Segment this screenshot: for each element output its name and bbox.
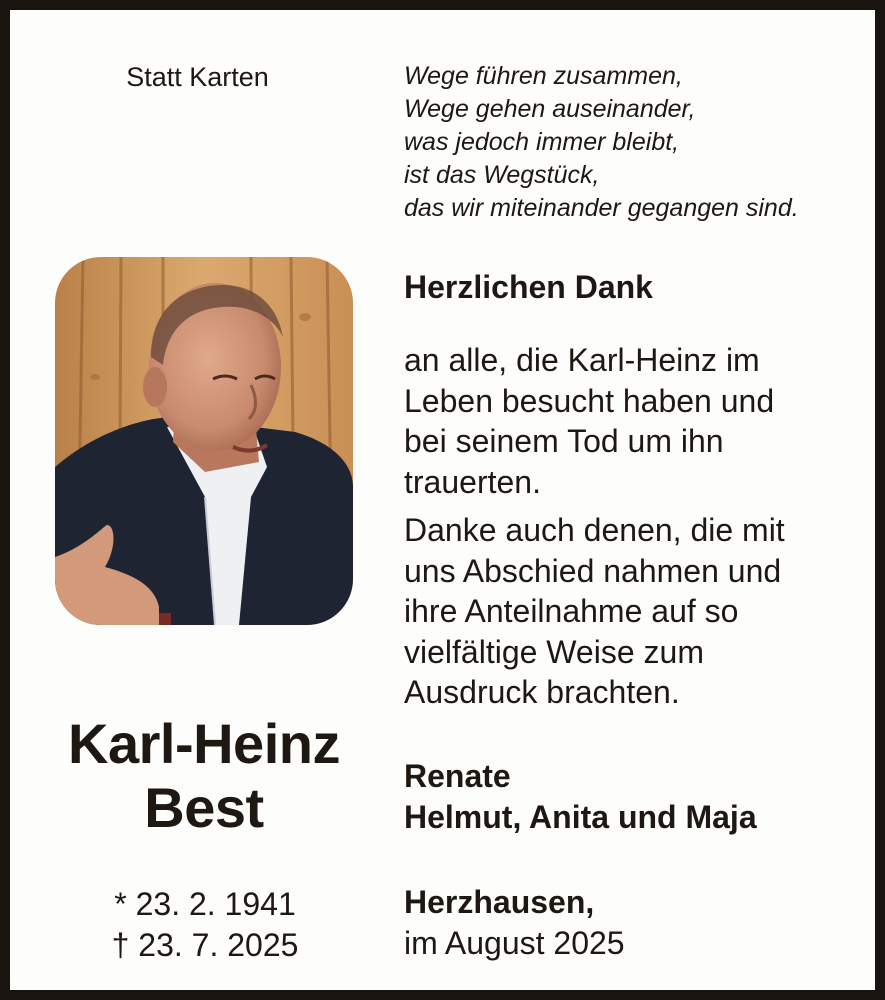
thanks-title: Herzlichen Dank [404,269,653,305]
statt-karten-label: Statt Karten [126,62,269,92]
text-line: uns Abschied nahmen und [404,552,782,589]
poem-line: ist das Wegstück, [404,161,600,189]
signer-line: Renate [404,758,511,794]
birth-date: * 23. 2. 1941 [114,886,296,922]
text-line: ihre Anteilnahme auf so [404,593,739,629]
thanks-paragraph-2 [404,510,874,713]
text-line: bei seinem Tod um ihn [404,423,724,459]
poem-line: was jedoch immer bleibt, [404,128,680,156]
text-line: an alle, die Karl-Heinz im [404,342,760,378]
death-date: † 23. 7. 2025 [111,927,299,963]
text-line: Leben besucht haben und [404,382,775,419]
text-line: Ausdruck brachten. [404,674,680,710]
life-dates [50,884,360,966]
text-line: trauerten. [404,463,541,500]
portrait-photo [55,257,353,625]
poem-line: Wege führen zusammen, [404,62,683,90]
poem-line: Wege gehen auseinander, [404,95,696,123]
place-name: Herzhausen, [404,884,595,920]
poem [404,60,874,225]
last-name: Best [144,776,264,839]
first-name: Karl-Heinz [68,712,340,775]
deceased-name [30,712,378,840]
closing-date: im August 2025 [404,925,625,961]
text-line: vielfältige Weise zum [404,633,704,670]
place-and-date [404,882,625,964]
thanks-paragraph-1 [404,340,874,502]
text-line: Danke auch denen, die mit [404,512,785,548]
poem-line: das wir miteinander gegangen sind. [404,194,799,222]
signers [404,756,757,838]
signer-line: Helmut, Anita und Maja [404,799,757,835]
